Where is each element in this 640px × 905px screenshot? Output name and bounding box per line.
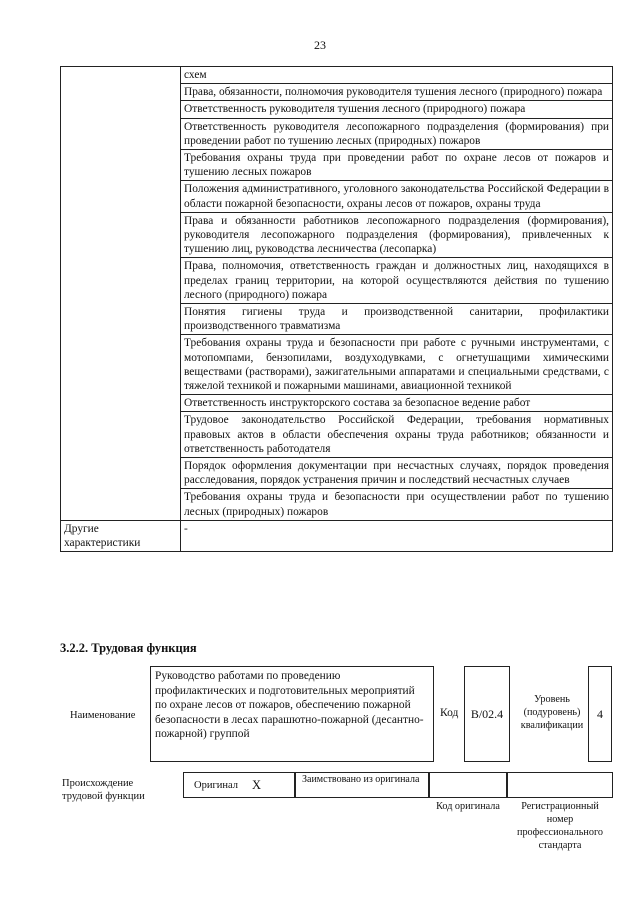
table-row (61, 150, 613, 181)
page-number: 23 (314, 38, 326, 52)
original-label: Оригинал (194, 780, 238, 791)
function-name-box (150, 666, 434, 762)
table-row (61, 101, 613, 118)
other-characteristics-row (61, 520, 613, 551)
name-label: Наименование (70, 710, 136, 721)
table-row (61, 181, 613, 212)
table-label-cell (61, 101, 181, 118)
requirement-item: схем (181, 67, 613, 84)
borrowed-cell (295, 772, 429, 798)
level-value: 4 (597, 706, 603, 721)
origin-row (183, 772, 613, 798)
requirement-item: Права, обязанности, полномочия руководителя тушения лесного (природного) пожара (181, 84, 613, 101)
table-label-cell (61, 458, 181, 489)
table-row (61, 412, 613, 458)
code-original-caption: Код оригинала (436, 801, 500, 812)
table-label-cell (61, 395, 181, 412)
table-label-cell (61, 489, 181, 520)
origin-label: Происхождение трудовой функции (62, 778, 145, 802)
other-characteristics-value: - (181, 520, 613, 551)
table-label-cell (61, 412, 181, 458)
table-row (61, 67, 613, 84)
table-label-cell (61, 212, 181, 258)
requirement-item: Ответственность руководителя лесопожарного подразделения (формирования) при проведении работ по тушению лесных (природных) пожаров (181, 118, 613, 149)
code-label: Код (440, 707, 459, 719)
requirement-item: Понятия гигиены труда и производственной санитарии, профилактики производственного травматизма (181, 304, 613, 335)
requirement-item: Ответственность руководителя тушения лесного (природного) пожара (181, 101, 613, 118)
requirement-item: Требования охраны труда и безопасности при осуществлении работ по тушению лесных (природных) пожаров (181, 489, 613, 520)
requirement-item: Положения административного, уголовного законодательства Российской Федерации в области пожарной безопасности, охраны лесов от пожаров, охраны труда (181, 181, 613, 212)
requirement-item: Требования охраны труда и безопасности при работе с ручными инструментами, с мотопомпами, бензопилами, воздуходувками, с огнетушащими химическими веществами (растворами), зажигательными аппаратами и специальными средствами, с тяжелой техникой и пожарными машинами, авиационной техникой (181, 335, 613, 395)
table-label-cell (61, 150, 181, 181)
table-row (61, 489, 613, 520)
function-code-value: B/02.4 (470, 706, 504, 721)
requirements-table (60, 66, 613, 552)
original-mark: X (252, 778, 262, 792)
code-original-cell (429, 772, 507, 798)
level-box (588, 666, 612, 762)
table-label-cell (61, 335, 181, 395)
table-label-cell (61, 304, 181, 335)
function-name-value: Руководство работами по проведению профилактических и подготовительных мероприятий по охране лесов от пожаров, обеспечению пожарной безопасности в лесах парашютно-пожарной (десантно-пожарной) группой (155, 670, 424, 741)
table-row (61, 458, 613, 489)
table-row (61, 118, 613, 149)
section-title: 3.2.2. Трудовая функция (60, 641, 197, 655)
reg-number-caption: Регистрационный номер профессионального стандарта (517, 801, 603, 851)
level-label: Уровень (подуровень) квалификации (520, 694, 584, 731)
function-code-box (464, 666, 510, 762)
borrowed-label: Заимствовано из оригинала (302, 774, 420, 785)
requirement-item: Права и обязанности работников лесопожарного подразделения (формирования), руководителя лесопожарного подразделения (формирования), привлеченных к тушению лиц, руководства лесничества (лесопарка) (181, 212, 613, 258)
requirement-item: Требования охраны труда при проведении работ по охране лесов от пожаров и тушению лесных пожаров (181, 150, 613, 181)
table-label-cell (61, 258, 181, 304)
requirement-item: Права, полномочия, ответственность граждан и должностных лиц, находящихся в пределах границ территории, на которой осуществляются действия по тушению лесного (природного) пожара (181, 258, 613, 304)
table-row (61, 258, 613, 304)
table-label-cell (61, 118, 181, 149)
table-row (61, 335, 613, 395)
reg-number-cell (507, 772, 613, 798)
table-row (61, 304, 613, 335)
requirement-item: Порядок оформления документации при несчастных случаях, порядок проведения расследования, порядок устранения причин и последствий несчастных случаев (181, 458, 613, 489)
other-characteristics-label: Другие характеристики (61, 520, 181, 551)
requirement-item: Трудовое законодательство Российской Федерации, требования нормативных правовых актов в области обеспечения охраны труда работников; обязанности и ответственность работодателя (181, 412, 613, 458)
table-label-cell (61, 67, 181, 84)
original-cell (183, 772, 295, 798)
table-row (61, 395, 613, 412)
table-row (61, 84, 613, 101)
table-row (61, 212, 613, 258)
table-label-cell (61, 181, 181, 212)
table-label-cell (61, 84, 181, 101)
requirement-item: Ответственность инструкторского состава за безопасное ведение работ (181, 395, 613, 412)
